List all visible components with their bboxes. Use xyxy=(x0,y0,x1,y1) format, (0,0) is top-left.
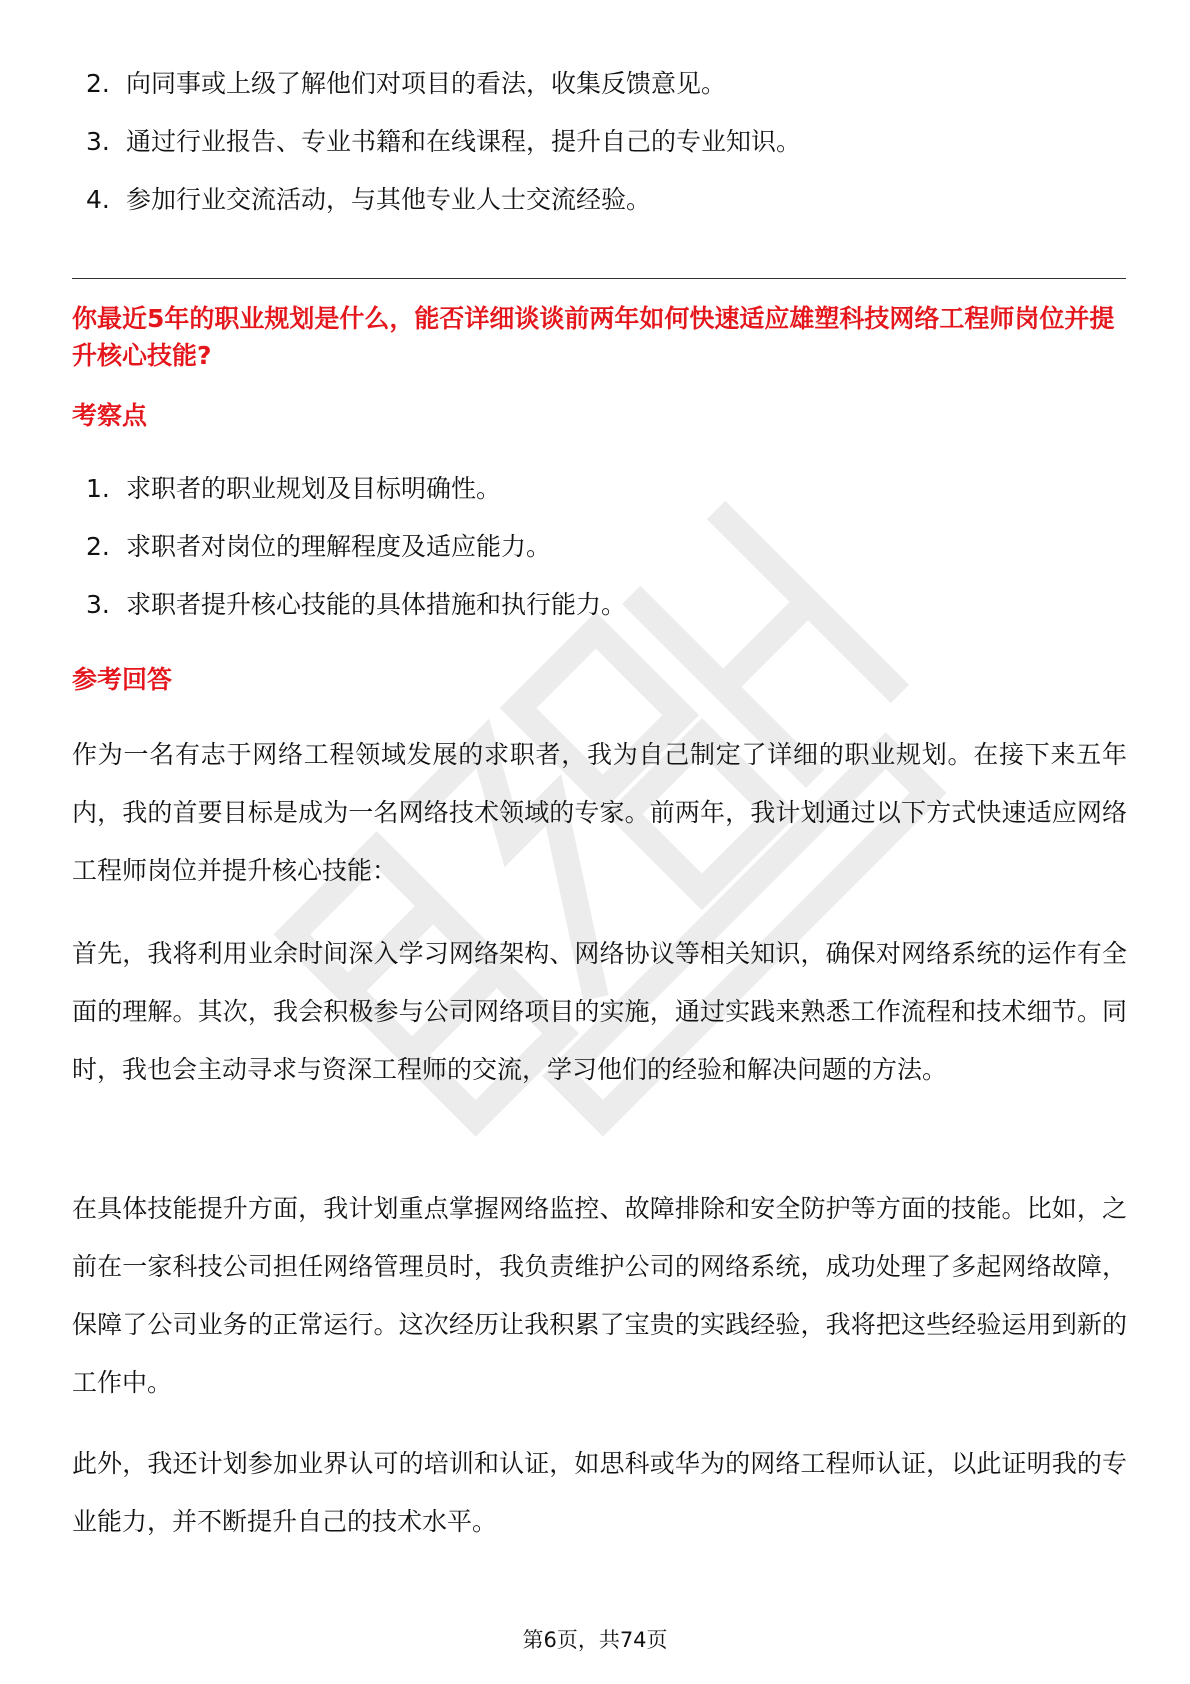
list-text: 参加行业交流活动，与其他专业人士交流经验。 xyxy=(126,185,652,214)
list-text: 向同事或上级了解他们对项目的看法，收集反馈意见。 xyxy=(126,69,727,98)
list-number: 3. xyxy=(86,127,110,156)
answer-paragraph: 在具体技能提升方面，我计划重点掌握网络监控、故障排除和安全防护等方面的技能。比如，之前在一家科技公司担任网络管理员时，我负责维护公司的网络系统，成功处理了多起网络故障，保障了公司业务的正常运行。这次经历让我积累了宝贵的实践经验，我将把这些经验运用到新的工作中。 xyxy=(72,1194,1127,1397)
section-divider xyxy=(72,278,1126,279)
list-item xyxy=(86,113,801,171)
list-number: 2. xyxy=(86,532,110,561)
list-number: 3. xyxy=(86,590,110,619)
focus-list xyxy=(86,460,626,634)
list-text: 求职者的职业规划及目标明确性。 xyxy=(126,474,502,503)
page-number: 第6页，共74页 xyxy=(522,1628,668,1652)
list-text: 通过行业报告、专业书籍和在线课程，提升自己的专业知识。 xyxy=(126,127,802,156)
list-text: 求职者对岗位的理解程度及适应能力。 xyxy=(126,532,552,561)
focus-heading: 考察点 xyxy=(72,401,148,430)
list-item xyxy=(86,460,626,518)
answer-paragraph: 首先，我将利用业余时间深入学习网络架构、网络协议等相关知识，确保对网络系统的运作有全面的理解。其次，我会积极参与公司网络项目的实施，通过实践来熟悉工作流程和技术细节。同时，我也会主动寻求与资深工程师的交流，学习他们的经验和解决问题的方法。 xyxy=(72,939,1127,1084)
previous-answer-list xyxy=(86,55,801,229)
answer-paragraph: 作为一名有志于网络工程领域发展的求职者，我为自己制定了详细的职业规划。在接下来五年内，我的首要目标是成为一名网络技术领域的专家。前两年，我计划通过以下方式快速适应网络工程师岗位并提升核心技能： xyxy=(72,740,1127,885)
list-item xyxy=(86,55,801,113)
list-text: 求职者提升核心技能的具体措施和执行能力。 xyxy=(126,590,627,619)
list-number: 4. xyxy=(86,185,110,214)
list-number: 2. xyxy=(86,69,110,98)
answer-paragraph: 此外，我还计划参加业界认可的培训和认证，如思科或华为的网络工程师认证，以此证明我的专业能力，并不断提升自己的技术水平。 xyxy=(72,1449,1127,1536)
list-item xyxy=(86,171,801,229)
interview-question: 你最近5年的职业规划是什么，能否详细谈谈前两年如何快速适应雄塑科技网络工程师岗位并提升核心技能? xyxy=(72,304,1115,370)
answer-heading: 参考回答 xyxy=(72,665,173,694)
list-item xyxy=(86,518,626,576)
list-item xyxy=(86,576,626,634)
list-number: 1. xyxy=(86,474,110,503)
